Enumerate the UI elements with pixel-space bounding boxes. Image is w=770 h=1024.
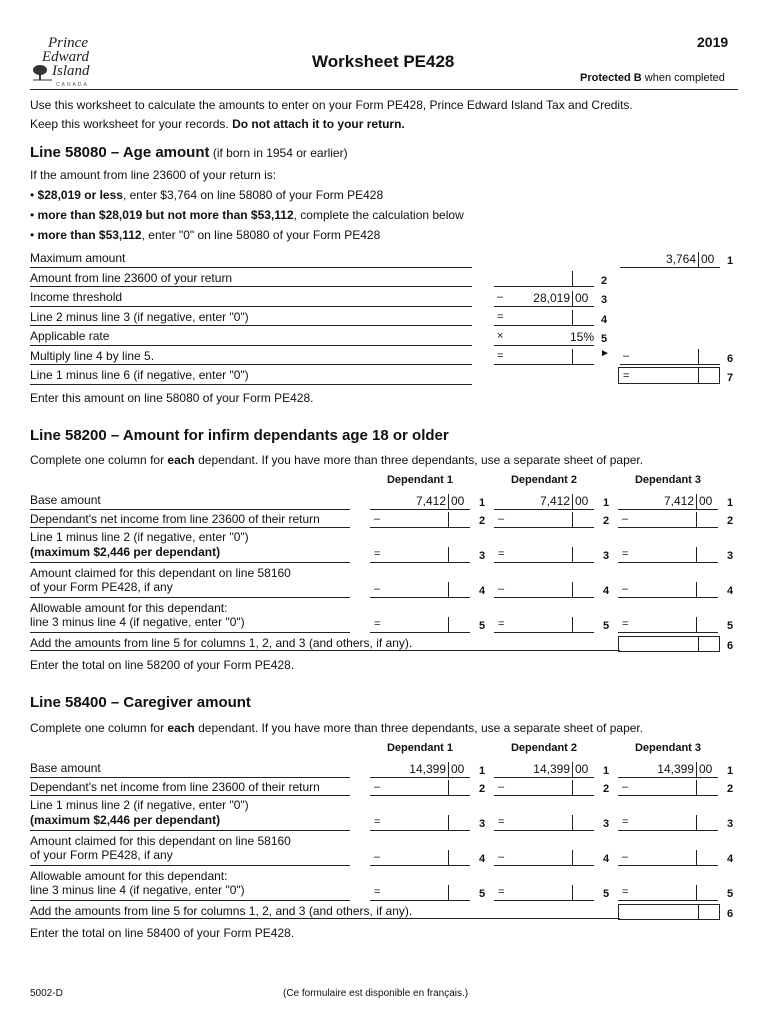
- s2-cols-col1-row4-field[interactable]: [384, 582, 446, 596]
- s2-cols-col2-line-num-4: 4: [603, 585, 610, 597]
- s2-cols-col2-row4-op: –: [498, 583, 505, 595]
- s3-cols-col1-row4-field[interactable]: [384, 850, 446, 864]
- s2-row-4-label-a: Amount claimed for this dependant on line 58160: [30, 566, 291, 580]
- section-58200-title: Line 58200 – Amount for infirm dependants age 18 or older: [30, 427, 449, 444]
- protected-notice: [580, 72, 725, 84]
- s2-cols-col1-row3-op: =: [374, 548, 381, 560]
- s2-row-5-label-a: Allowable amount for this dependant:: [30, 601, 228, 615]
- s3-row-5-label-a: Allowable amount for this dependant:: [30, 869, 228, 883]
- s1-line-7-num: 7: [727, 372, 734, 384]
- s1-line-2-num: 2: [601, 275, 608, 287]
- s2-cols-col2-line-num-2: 2: [603, 515, 610, 527]
- arrow-icon: ►: [600, 348, 610, 359]
- section-58080-heading: Line 58080 – Age amount: [30, 144, 210, 161]
- section-58080-title: [30, 144, 348, 161]
- intro-line-2-bold: Do not attach it to your return.: [232, 117, 405, 131]
- s3-instr-c: dependant. If you have more than three dependants, use a separate sheet of paper.: [194, 721, 644, 735]
- form-year: 2019: [697, 34, 729, 50]
- s2-cols-col3-base-amount: 7,412: [663, 494, 694, 508]
- s3-cols-col3-row3-field[interactable]: [632, 815, 694, 829]
- s2-row-2-label: Dependant's net income from line 23600 of their return: [30, 512, 320, 526]
- s3-cols-col2-row2-field[interactable]: [508, 780, 570, 794]
- s3-row-2-label: Dependant's net income from line 23600 of their return: [30, 780, 320, 794]
- s2-cols-col1-row2-field[interactable]: [384, 512, 446, 526]
- s2-cols-col3-row2-field[interactable]: [632, 512, 694, 526]
- s2-cols-col3-row2-op: –: [622, 513, 629, 525]
- s2-cols-col2-row4-field[interactable]: [508, 582, 570, 596]
- s1-line-6-op: =: [497, 350, 504, 362]
- s3-row-4-label-a: Amount claimed for this dependant on line 58160: [30, 834, 291, 848]
- s3-cols-col1-line-num-1: 1: [479, 765, 486, 777]
- s2-cols-col2-row3-op: =: [498, 548, 505, 560]
- intro-line-2-text: Keep this worksheet for your records.: [30, 117, 233, 131]
- s2-cols-col3-row5-op: =: [622, 618, 629, 630]
- s3-cols-col2-line-num-5: 5: [603, 888, 610, 900]
- s2-cols-col3-line-num-3: 3: [727, 550, 734, 562]
- form-code: 5002-D: [30, 988, 63, 999]
- s2-cols-col1-line-num-5: 5: [479, 620, 486, 632]
- s2-total-field[interactable]: [618, 636, 720, 652]
- s2-cols-col2-line-num-5: 5: [603, 620, 610, 632]
- s1-row-3-label: Income threshold: [30, 290, 123, 304]
- s3-row-5-label-b: line 3 minus line 4 (if negative, enter "0"): [30, 883, 245, 897]
- s3-cols-col3-line-num-3: 3: [727, 818, 734, 830]
- s2-row-3-label-b: (maximum $2,446 per dependant): [30, 545, 221, 559]
- s3-cols-col3-line-num-1: 1: [727, 765, 734, 777]
- s2-cols-col1-row5-op: =: [374, 618, 381, 630]
- s2-cols-col3-line-num-2: 2: [727, 515, 734, 527]
- s1-result-field[interactable]: [618, 367, 720, 384]
- s2-col-3-header: Dependant 3: [634, 474, 701, 486]
- s1-line-4-op: =: [497, 311, 504, 323]
- s2-cols-col3-row4-op: –: [622, 583, 629, 595]
- s3-cols-col3-row5-op: =: [622, 886, 629, 898]
- s3-instructions: [30, 721, 643, 735]
- s1-line-5-num: 5: [601, 333, 608, 345]
- s2-cols-col1-row4-op: –: [374, 583, 381, 595]
- logo-word-2: Edward: [42, 49, 89, 65]
- s1-line-6-num: 6: [727, 353, 734, 365]
- s2-cols-col1-line-num-4: 4: [479, 585, 486, 597]
- s2-instructions: [30, 453, 643, 467]
- s1-max-amount: 3,764: [665, 252, 696, 266]
- s3-cols-col2-row4-field[interactable]: [508, 850, 570, 864]
- s3-cols-col2-line-num-4: 4: [603, 853, 610, 865]
- s3-row-3-label-a: Line 1 minus line 2 (if negative, enter "0"): [30, 798, 249, 812]
- s2-cols-col1-base-amount: 7,412: [415, 494, 446, 508]
- s1-row-7-label: Line 1 minus line 6 (if negative, enter "0"): [30, 368, 249, 382]
- s2-cols-col2-row3-field[interactable]: [508, 547, 570, 561]
- s3-footer: Enter the total on line 58400 of your Form PE428.: [30, 926, 295, 940]
- s1-bullet-1-rest: , enter $3,764 on line 58080 of your Form PE428: [122, 188, 384, 202]
- s2-cols-col3-row4-field[interactable]: [632, 582, 694, 596]
- s1-bullet-1-bold: $28,019 or less: [37, 188, 123, 202]
- s2-row-3-label-a: Line 1 minus line 2 (if negative, enter "0"): [30, 530, 249, 544]
- s2-cols-col3-row3-field[interactable]: [632, 547, 694, 561]
- s2-row-4-label-b: of your Form PE428, if any: [30, 580, 173, 594]
- s3-row-4-label-b: of your Form PE428, if any: [30, 848, 173, 862]
- s3-total-field[interactable]: [618, 904, 720, 920]
- s1-bullet-2-rest: , complete the calculation below: [293, 208, 464, 222]
- s1-bullet-2: • more than $28,019 but not more than $53,112, complete the calculation below: [30, 208, 464, 222]
- s2-instr-c: dependant. If you have more than three dependants, use a separate sheet of paper.: [194, 453, 644, 467]
- s2-cols-col1-line-num-3: 3: [479, 550, 486, 562]
- s3-instr-a: Complete one column for: [30, 721, 168, 735]
- s1-line-1-num: 1: [727, 255, 734, 267]
- s3-row-6-label: Add the amounts from line 5 for columns 1, 2, and 3 (and others, if any).: [30, 904, 413, 918]
- s2-cols-col3-row5-field[interactable]: [632, 617, 694, 631]
- s2-cols-col1-line-num-1: 1: [479, 497, 486, 509]
- s1-line-5-op: ×: [497, 330, 504, 342]
- s3-cols-col3-row3-op: =: [622, 816, 629, 828]
- s1-line-3-num: 3: [601, 294, 608, 306]
- s2-cols-col1-base-cents: 00: [451, 494, 465, 508]
- s2-cols-col2-row5-field[interactable]: [508, 617, 570, 631]
- s1-bullet-1: • $28,019 or less, enter $3,764 on line 58080 of your Form PE428: [30, 188, 384, 202]
- s3-instr-each: each: [167, 721, 195, 735]
- s2-line-6-num: 6: [727, 640, 734, 652]
- s3-col-3-header: Dependant 3: [634, 742, 701, 754]
- pei-logo: [30, 32, 110, 88]
- s1-row-4-label: Line 2 minus line 3 (if negative, enter "0"): [30, 310, 249, 324]
- s2-instr-each: each: [167, 453, 195, 467]
- s3-cols-col2-line-num-2: 2: [603, 783, 610, 795]
- s3-cols-col2-line-num-1: 1: [603, 765, 610, 777]
- s3-cols-col1-line-num-4: 4: [479, 853, 486, 865]
- logo-word-3: Island: [52, 63, 90, 79]
- s1-bullet-2-bold: more than $28,019 but not more than $53,112: [37, 208, 294, 222]
- s1-threshold-cents: 00: [575, 291, 589, 305]
- s3-cols-col2-row3-op: =: [498, 816, 505, 828]
- s3-cols-col1-line-num-2: 2: [479, 783, 486, 795]
- s3-cols-col1-row2-op: –: [374, 781, 381, 793]
- s2-cols-col3-line-num-1: 1: [727, 497, 734, 509]
- s3-cols-col3-row5-field[interactable]: [632, 885, 694, 899]
- header-divider: [30, 89, 738, 90]
- s2-cols-col2-base-cents: 00: [575, 494, 589, 508]
- s3-cols-col3-line-num-2: 2: [727, 783, 734, 795]
- protected-suffix: when completed: [641, 72, 725, 84]
- s3-cols-col2-row5-op: =: [498, 886, 505, 898]
- s3-cols-col1-line-num-5: 5: [479, 888, 486, 900]
- s2-row-5-label-b: line 3 minus line 4 (if negative, enter "0"): [30, 615, 245, 629]
- s2-cols-col2-row2-op: –: [498, 513, 505, 525]
- s3-cols-col2-base-cents: 00: [575, 762, 589, 776]
- intro-line-1: Use this worksheet to calculate the amounts to enter on your Form PE428, Prince Edward Island Tax and Credits.: [30, 98, 633, 112]
- s2-cols-col2-row5-op: =: [498, 618, 505, 630]
- s3-col-2-header: Dependant 2: [510, 742, 577, 754]
- s2-cols-col2-row2-field[interactable]: [508, 512, 570, 526]
- s3-cols-col3-row4-op: –: [622, 851, 629, 863]
- s3-cols-col1-base-amount: 14,399: [409, 762, 446, 776]
- s1-row-6-label: Multiply line 4 by line 5.: [30, 349, 155, 363]
- s1-row-1-label: Maximum amount: [30, 251, 126, 265]
- s1-line-6-op2: –: [623, 350, 630, 362]
- s1-intro: If the amount from line 23600 of your return is:: [30, 168, 277, 182]
- s3-cols-col1-row3-op: =: [374, 816, 381, 828]
- s1-line-7-op: =: [623, 370, 630, 382]
- s3-col-1-header: Dependant 1: [386, 742, 453, 754]
- s3-cols-col1-row5-field[interactable]: [384, 885, 446, 899]
- s3-row-1-label: Base amount: [30, 761, 101, 775]
- s2-cols-col1-row2-op: –: [374, 513, 381, 525]
- s3-cols-col2-base-amount: 14,399: [533, 762, 570, 776]
- s3-cols-col3-row4-field[interactable]: [632, 850, 694, 864]
- section-58400-title: Line 58400 – Caregiver amount: [30, 694, 251, 711]
- s1-max-cents: 00: [701, 252, 715, 266]
- protected-label: Protected B: [580, 72, 642, 84]
- s3-cols-col1-base-cents: 00: [451, 762, 465, 776]
- s3-line-6-num: 6: [727, 908, 734, 920]
- s1-bullet-3-rest: , enter "0" on line 58080 of your Form PE428: [141, 228, 381, 242]
- intro-line-2: [30, 117, 405, 131]
- s2-col-2-header: Dependant 2: [510, 474, 577, 486]
- s3-cols-col1-row5-op: =: [374, 886, 381, 898]
- s3-cols-col3-row2-field[interactable]: [632, 780, 694, 794]
- logo-country: CANADA: [56, 82, 89, 88]
- s2-row-6-label: Add the amounts from line 5 for columns 1, 2, and 3 (and others, if any).: [30, 636, 413, 650]
- s2-cols-col1-line-num-2: 2: [479, 515, 486, 527]
- s1-income-threshold: 28,019: [533, 291, 570, 305]
- s3-cols-col1-row3-field[interactable]: [384, 815, 446, 829]
- page-title: Worksheet PE428: [312, 52, 455, 71]
- s1-applicable-rate: 15%: [569, 330, 594, 344]
- s3-cols-col3-base-amount: 14,399: [657, 762, 694, 776]
- s3-cols-col3-row2-op: –: [622, 781, 629, 793]
- s2-cols-col1-row5-field[interactable]: [384, 617, 446, 631]
- s2-cols-col1-row3-field[interactable]: [384, 547, 446, 561]
- s1-line-3-op: –: [497, 291, 504, 303]
- s2-cols-col3-row3-op: =: [622, 548, 629, 560]
- french-notice: (Ce formulaire est disponible en français.): [283, 988, 469, 999]
- s1-footer: Enter this amount on line 58080 of your Form PE428.: [30, 391, 314, 405]
- logo-word-1: Prince: [48, 35, 88, 51]
- s1-bullet-3-bold: more than $53,112: [37, 228, 142, 242]
- s2-cols-col2-line-num-1: 1: [603, 497, 610, 509]
- s3-cols-col1-row4-op: –: [374, 851, 381, 863]
- s1-bullet-3: • more than $53,112, enter "0" on line 58080 of your Form PE428: [30, 228, 381, 242]
- s3-cols-col2-row3-field[interactable]: [508, 815, 570, 829]
- s2-cols-col3-line-num-4: 4: [727, 585, 734, 597]
- s3-cols-col3-line-num-4: 4: [727, 853, 734, 865]
- s3-cols-col3-base-cents: 00: [699, 762, 713, 776]
- s3-cols-col2-line-num-3: 3: [603, 818, 610, 830]
- s2-row-1-label: Base amount: [30, 493, 101, 507]
- s1-line-4-num: 4: [601, 314, 608, 326]
- s2-cols-col2-line-num-3: 3: [603, 550, 610, 562]
- s2-col-1-header: Dependant 1: [386, 474, 453, 486]
- s3-cols-col1-row2-field[interactable]: [384, 780, 446, 794]
- s2-cols-col3-base-cents: 00: [699, 494, 713, 508]
- s3-cols-col2-row2-op: –: [498, 781, 505, 793]
- s1-row-2-label: Amount from line 23600 of your return: [30, 271, 233, 285]
- s3-cols-col1-line-num-3: 3: [479, 818, 486, 830]
- s1-row-5-label: Applicable rate: [30, 329, 110, 343]
- s3-cols-col3-line-num-5: 5: [727, 888, 734, 900]
- section-58080-subtitle: (if born in 1954 or earlier): [209, 146, 348, 160]
- s3-row-3-label-b: (maximum $2,446 per dependant): [30, 813, 221, 827]
- s2-cols-col3-line-num-5: 5: [727, 620, 734, 632]
- s2-instr-a: Complete one column for: [30, 453, 168, 467]
- s3-cols-col2-row4-op: –: [498, 851, 505, 863]
- s2-cols-col2-base-amount: 7,412: [539, 494, 570, 508]
- s2-footer: Enter the total on line 58200 of your Form PE428.: [30, 658, 295, 672]
- s3-cols-col2-row5-field[interactable]: [508, 885, 570, 899]
